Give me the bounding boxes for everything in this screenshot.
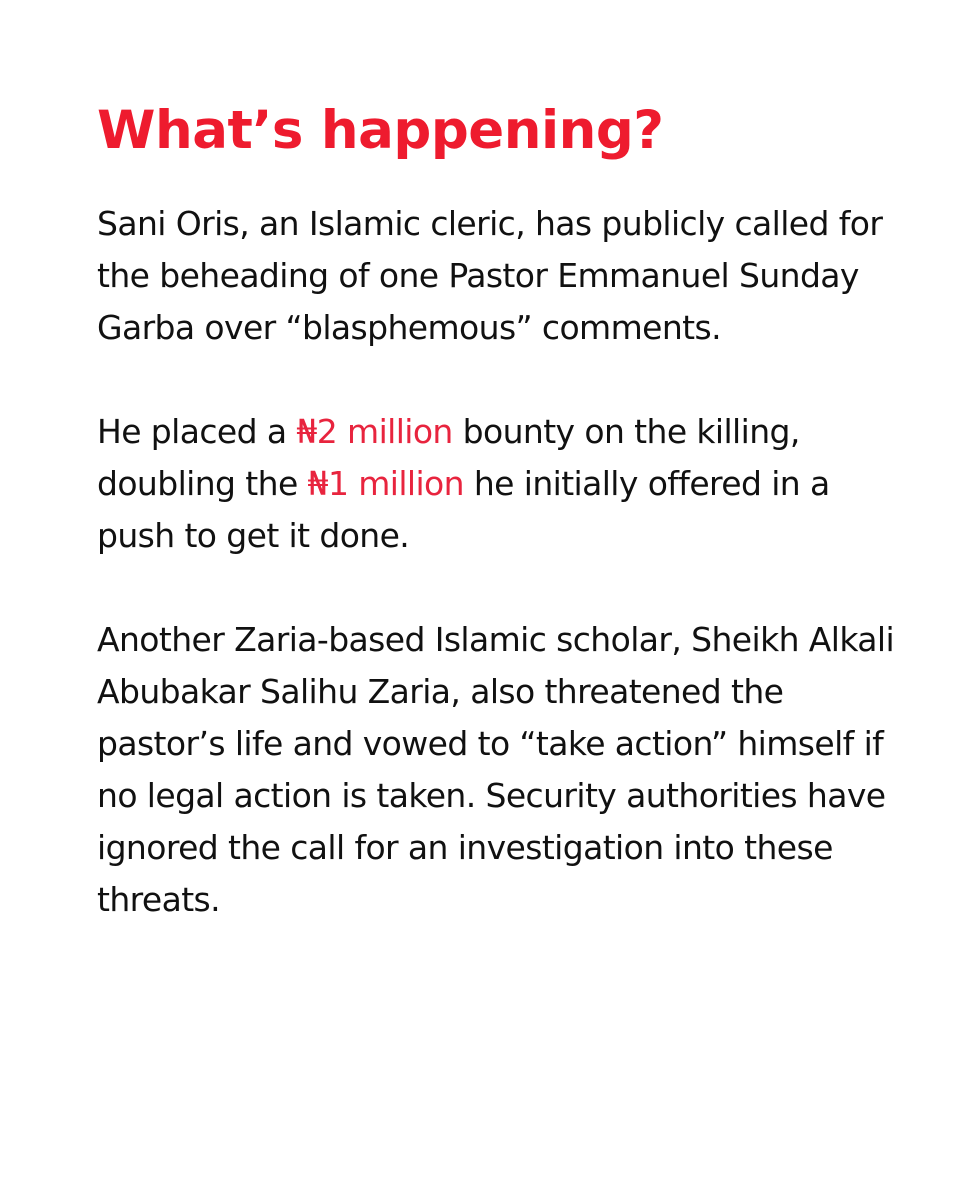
bounty-text-part2: bounty on the killing, doubling the [97, 412, 800, 503]
paragraph-second-scholar: Another Zaria-based Islamic scholar, Sheikh Alkali Abubakar Salihu Zaria, also threatened the pastor’s life and vowed to “take action” himself if no legal action is taken. Security authorities have ignored the call for an investigation into these threats. [97, 620, 895, 919]
paragraph-cleric-call: Sani Oris, an Islamic cleric, has publicly called for the beheading of one Pastor Emmanuel Sunday Garba over “blasphemous” comments. [97, 204, 883, 347]
bounty-amount-highlight: ₦2 million [296, 412, 453, 451]
headline: What’s happening? [97, 100, 664, 161]
article-body [97, 96, 897, 926]
initial-amount-highlight: ₦1 million [307, 464, 464, 503]
bounty-text-part1: He placed a [97, 412, 297, 451]
bounty-text-part3: he initially offered in a push to get it done. [97, 464, 830, 555]
paragraph-bounty [97, 406, 897, 562]
